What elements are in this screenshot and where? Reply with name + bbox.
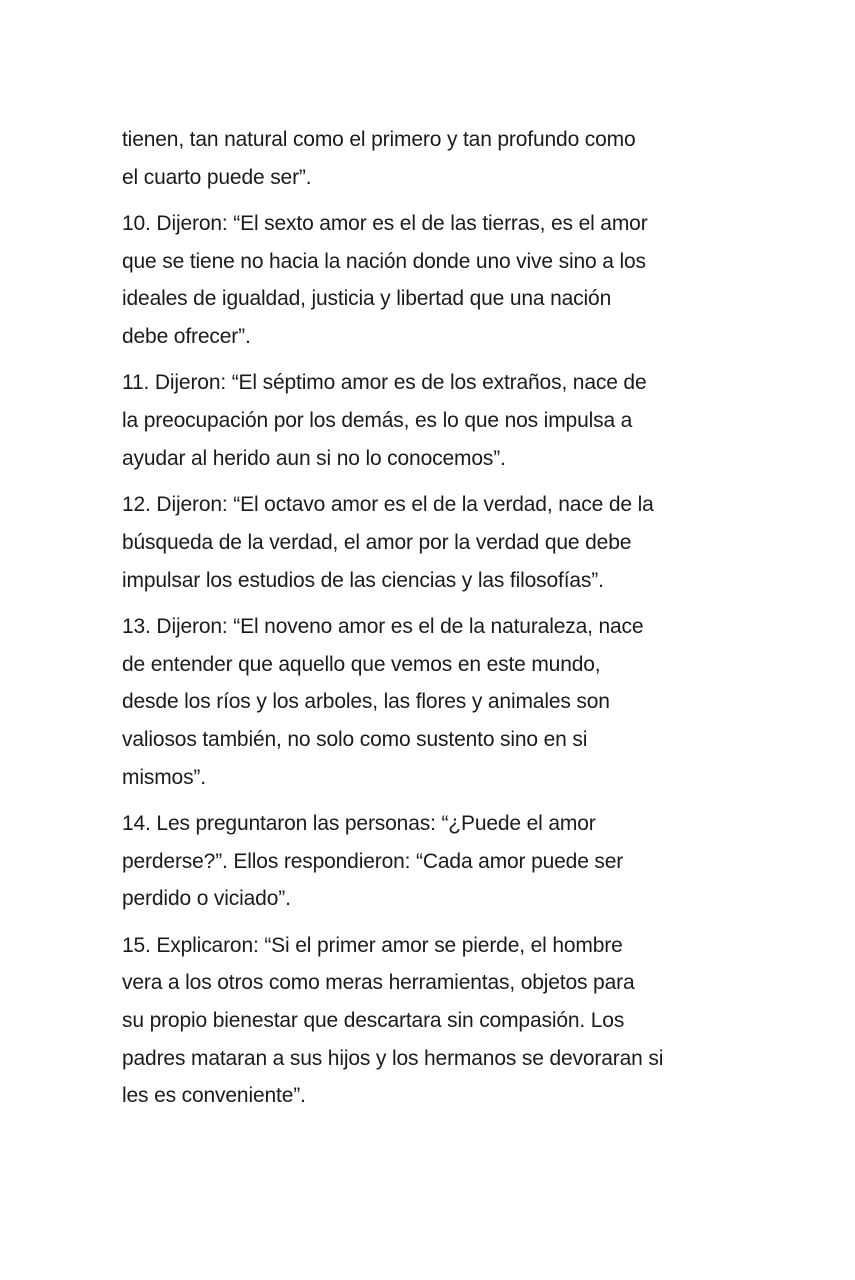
paragraph-continuation: tienen, tan natural como el primero y tan profundo como el cuarto puede ser”.: [122, 128, 636, 189]
paragraph-15: 15. Explicaron: “Si el primer amor se pierde, el hombre vera a los otros como meras herramientas, objetos para su propio bienestar que descartara sin compasión. Los padres mataran a sus hijos y los hermanos se devoraran si les es conveniente”.: [122, 933, 664, 1108]
paragraph-11: 11. Dijeron: “El séptimo amor es de los extraños, nace de la preocupación por los demás, es lo que nos impulsa a ayudar al herido aun si no lo conocemos”.: [122, 371, 647, 470]
body-text: [122, 121, 738, 1124]
paragraph-12: 12. Dijeron: “El octavo amor es el de la verdad, nace de la búsqueda de la verdad, el amor por la verdad que debe impulsar los estudios de las ciencias y las filosofías”.: [122, 493, 654, 592]
paragraph-14: 14. Les preguntaron las personas: “¿Puede el amor perderse?”. Ellos respondieron: “Cada amor puede ser perdido o viciado”.: [122, 811, 624, 911]
paragraph-13: 13. Dijeron: “El noveno amor es el de la naturaleza, nace de entender que aquello que vemos en este mundo, desde los ríos y los arboles, las flores y animales son valiosos también, no solo como sustento sino en si mismos”.: [122, 614, 644, 789]
paragraph-10: 10. Dijeron: “El sexto amor es el de las tierras, es el amor que se tiene no hacia la nación donde uno vive sino a los ideales de igualdad, justicia y libertad que una nación debe ofrecer”.: [122, 212, 648, 349]
